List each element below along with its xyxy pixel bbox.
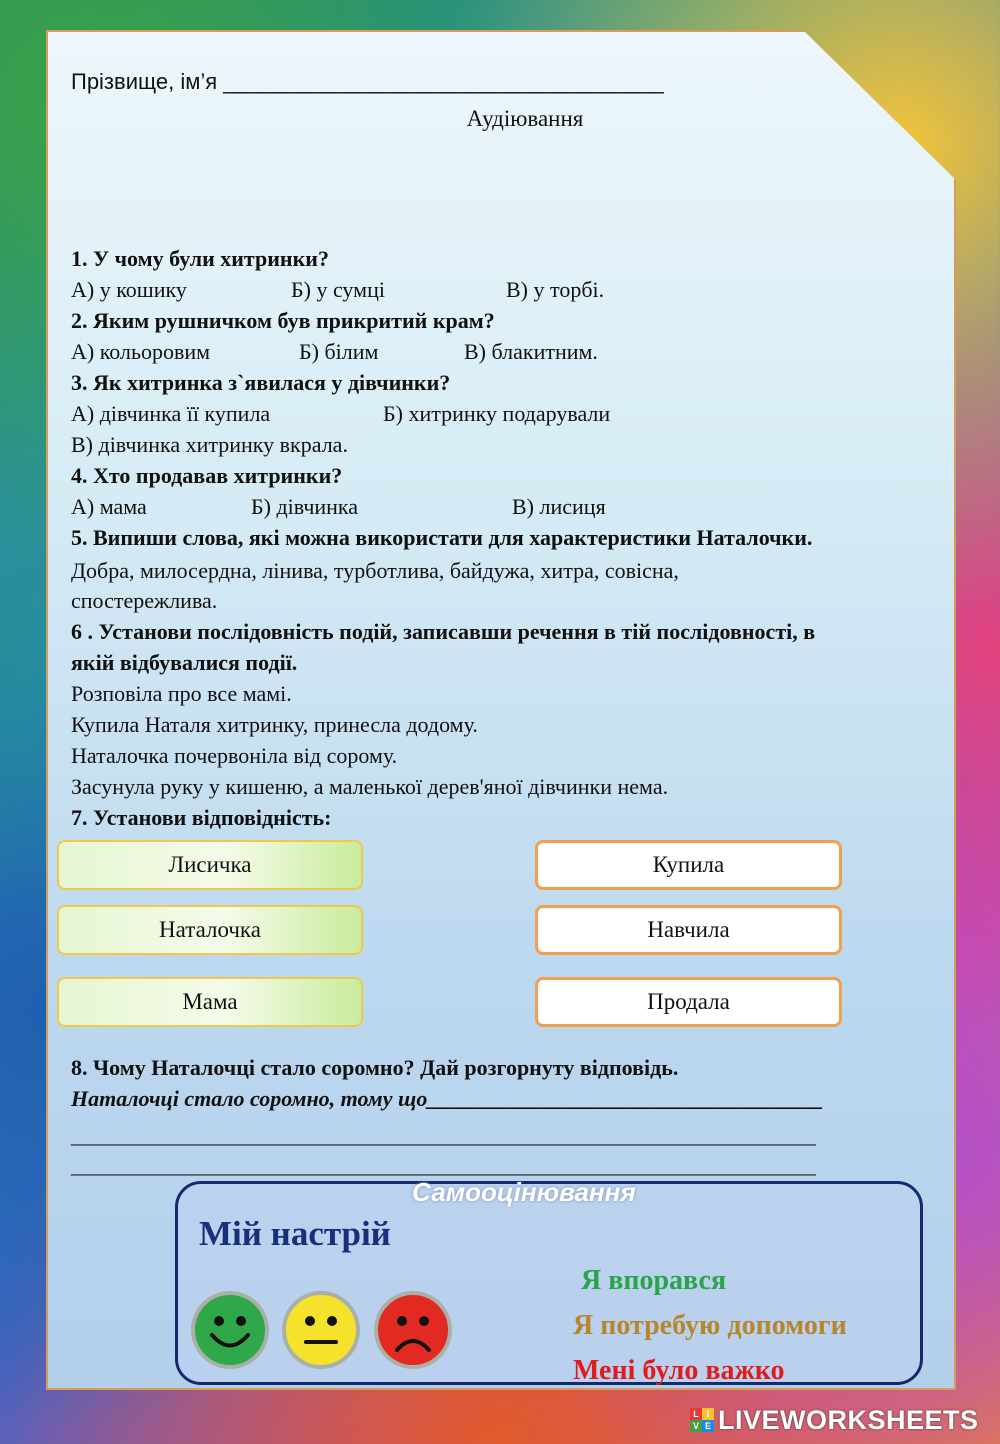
match-right-box[interactable]: Купила [535, 840, 842, 890]
status-ok-label[interactable]: Я впорався [581, 1265, 727, 1296]
match-right-box[interactable]: Навчила [535, 905, 842, 955]
q6-event[interactable]: Розповіла про все мамі. [71, 681, 292, 706]
q3-option-a[interactable]: А) дівчинка її купила [71, 401, 271, 426]
q8-answer-line[interactable]: ____________________________________ [427, 1086, 824, 1111]
name-input-line[interactable]: ____________________________________ [223, 69, 664, 94]
name-label: Прізвище, ім’я ____________________________________ [71, 69, 664, 94]
happy-face-icon[interactable] [190, 1290, 270, 1370]
q1-option-b[interactable]: Б) у сумці [291, 277, 385, 302]
q8-answer-line[interactable]: _____________________________________________________________________ [71, 1124, 817, 1148]
q4-option-c[interactable]: В) лисиця [512, 494, 606, 519]
question-4: 4. Хто продавав хитринки? [71, 463, 343, 488]
q3-option-b[interactable]: Б) хитринку подарували [383, 401, 611, 426]
question-2: 2. Яким рушничком був прикритий крам? [71, 308, 495, 333]
self-assessment-title: Самооцінювання [412, 1177, 636, 1207]
match-left-box[interactable]: Наталочка [57, 905, 363, 955]
q4-option-a[interactable]: А) мама [71, 494, 147, 519]
brand-text: LIVEWORKSHEETS [718, 1404, 979, 1435]
q4-option-b[interactable]: Б) дівчинка [251, 494, 359, 519]
q6-event[interactable]: Купила Наталя хитринку, принесла додому. [71, 712, 478, 737]
q8-answer-prompt: Наталочці стало соромно, тому що____________________________________ [71, 1086, 824, 1111]
question-5: 5. Випиши слова, які можна використати для характеристики Наталочки. [71, 525, 813, 550]
q5-words-line2: спостережлива. [71, 588, 218, 613]
q5-words-line1: Добра, милосердна, лінива, турботлива, байдужа, хитра, совісна, [71, 558, 679, 583]
q8-answer-line[interactable]: _____________________________________________________________________ [71, 1154, 817, 1178]
match-right-box[interactable]: Продала [535, 977, 842, 1027]
question-1: 1. У чому були хитринки? [71, 246, 329, 271]
question-7: 7. Установи відповідність: [71, 805, 332, 830]
sad-face-icon[interactable] [373, 1290, 453, 1370]
question-6-line2: якій відбувалися події. [71, 650, 298, 675]
liveworksheets-logo [690, 1404, 979, 1436]
status-help-label[interactable]: Я потребую допомоги [573, 1310, 847, 1341]
question-8: 8. Чому Наталочці стало соромно? Дай розгорнуту відповідь. [71, 1055, 679, 1080]
q6-event[interactable]: Наталочка почервоніла від сорому. [71, 743, 398, 768]
live-badge-icon: L I V E [690, 1408, 714, 1432]
q6-event[interactable]: Засунула руку у кишеню, а маленької дерев'яної дівчинки нема. [71, 774, 669, 799]
q1-option-a[interactable]: А) у кошику [71, 277, 187, 302]
q2-option-b[interactable]: Б) білим [299, 339, 379, 364]
mood-label: Мій настрій [199, 1214, 391, 1253]
page-title: Аудіювання [466, 106, 584, 131]
q3-option-c[interactable]: В) дівчинка хитринку вкрала. [71, 432, 348, 457]
question-6-line1: 6 . Установи послідовність подій, записавши речення в тій послідовності, в [71, 619, 816, 644]
match-left-box[interactable]: Мама [57, 977, 363, 1027]
match-left-box[interactable]: Лисичка [57, 840, 363, 890]
question-3: 3. Як хитринка з`явилася у дівчинки? [71, 370, 451, 395]
status-hard-label[interactable]: Мені було важко [573, 1355, 785, 1386]
q2-option-c[interactable]: В) блакитним. [464, 339, 598, 364]
q1-option-c[interactable]: В) у торбі. [506, 277, 605, 302]
q2-option-a[interactable]: А) кольоровим [71, 339, 211, 364]
neutral-face-icon[interactable] [281, 1290, 361, 1370]
